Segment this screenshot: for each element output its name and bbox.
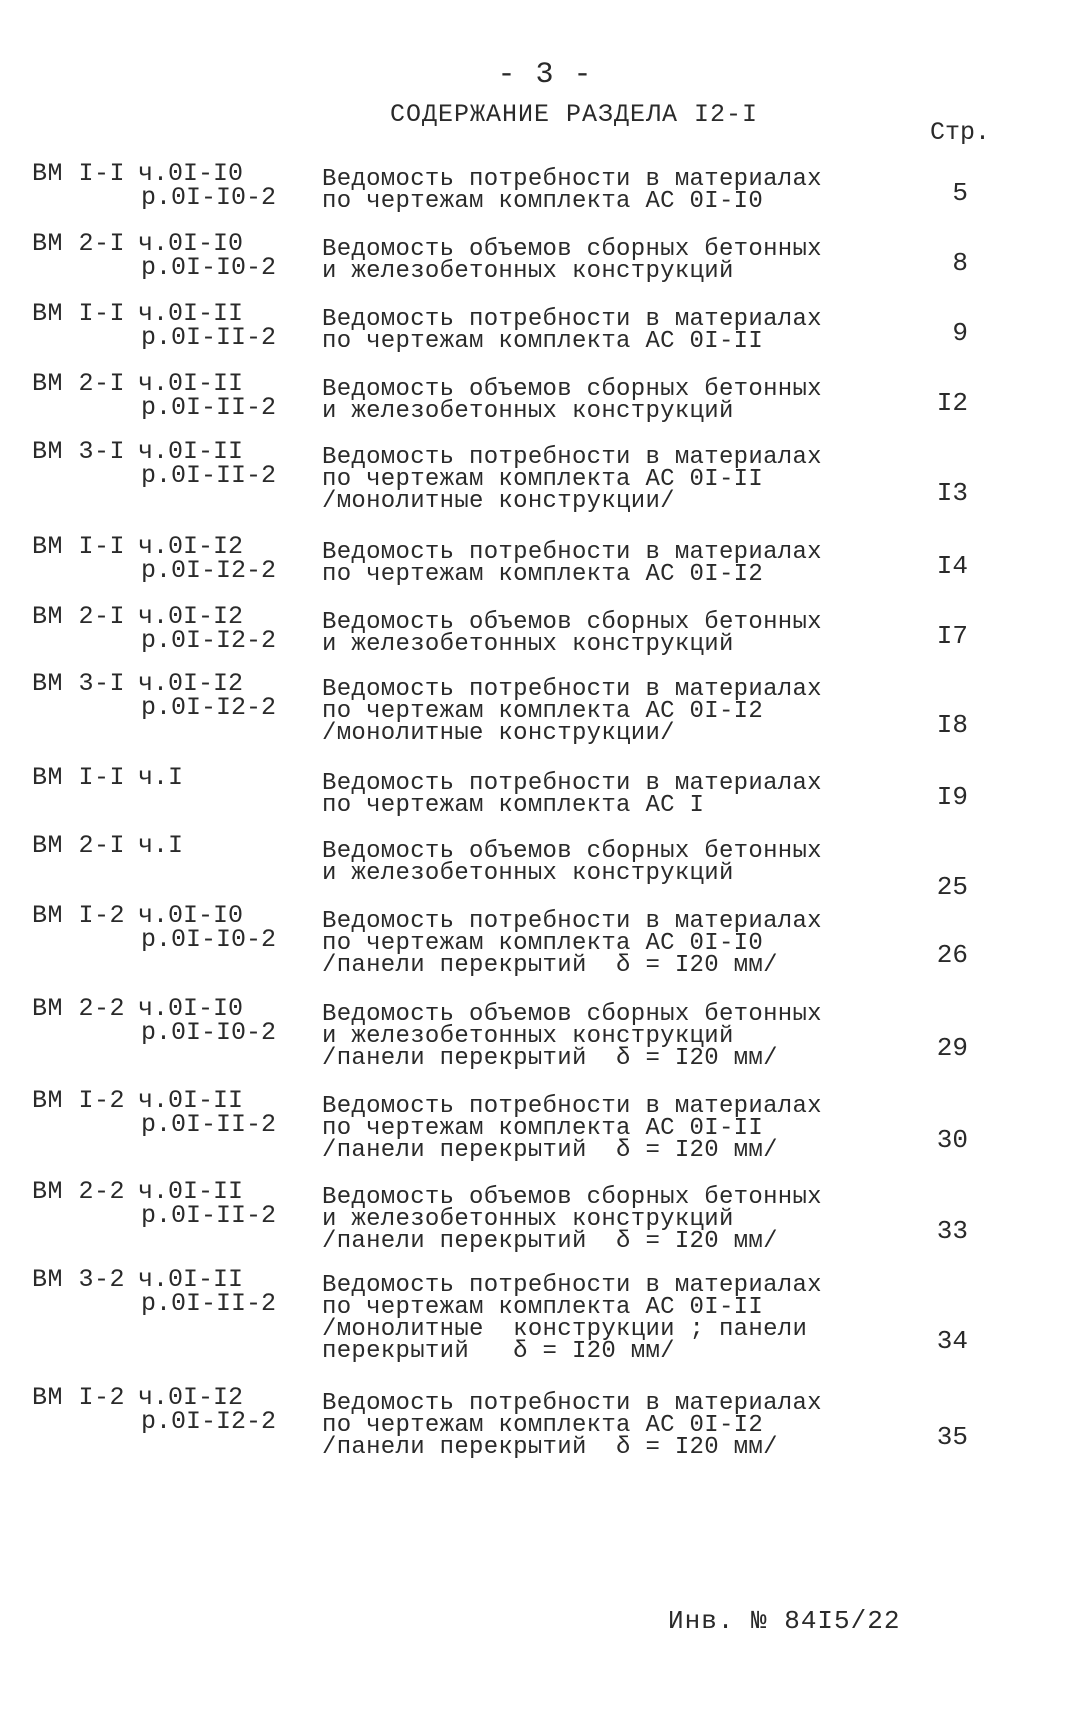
entry-code: ВМ 3-2 [32,1265,126,1294]
entry-code: ВМ I-I [32,532,126,561]
entry-description-line: по чертежам комплекта АС 0I-II [322,328,764,355]
entry-code: ВМ I-2 [32,901,126,930]
entry-description-line: Ведомость объемов сборных бетонных [322,1001,822,1028]
entry-ref-part: ч.0I-I0 [138,159,244,188]
entry-description-line: Ведомость потребности в материалах [322,770,822,797]
entry-description-line: /панели перекрытий δ = I20 мм/ [322,1228,778,1255]
entry-description-line: по чертежам комплекта АС I [322,792,705,819]
entry-code: ВМ I-2 [32,1383,126,1412]
entry-description-line: Ведомость потребности в материалах [322,676,822,703]
entry-description [322,166,862,215]
entry-description-line: /панели перекрытий δ = I20 мм/ [322,952,778,979]
entry-page-number: 5 [952,178,968,208]
entry-ref-part: ч.0I-I2 [138,602,244,631]
entry-ref-section: р.0I-II-2 [141,323,277,352]
entry-ref-section: р.0I-II-2 [141,461,277,490]
entry-description-line: по чертежам комплекта АС 0I-I2 [322,698,764,725]
entry-description-line: /монолитные конструкции ; панели [322,1316,808,1343]
entry-description-line: Ведомость объемов сборных бетонных [322,376,822,403]
entry-ref-part: ч.0I-I2 [138,532,244,561]
entry-description-line: Ведомость объемов сборных бетонных [322,1184,822,1211]
entry-description [322,908,862,979]
entry-code: ВМ I-I [32,763,126,792]
entry-description-line: и железобетонных конструкций [322,258,734,285]
entry-ref-part: ч.0I-I2 [138,1383,244,1412]
entry-reference [138,1177,277,1230]
page-title: СОДЕРЖАНИЕ РАЗДЕЛА I2-I [390,100,759,129]
entry-description-line: Ведомость потребности в материалах [322,539,822,566]
entry-page-number: 8 [952,248,968,278]
entry-page-number: 33 [936,1216,968,1246]
inventory-number: Инв. № 84I5/22 [668,1606,901,1636]
entry-ref-section: р.0I-I0-2 [141,925,277,954]
entry-ref-section: р.0I-I2-2 [141,626,277,655]
entry-description-line: по чертежам комплекта АС 0I-II [322,1294,764,1321]
entry-ref-section: р.0I-II-2 [141,1201,277,1230]
entry-description-line: /монолитные конструкции/ [322,720,675,747]
entry-description-line: перекрытий δ = I20 мм/ [322,1338,675,1365]
entry-page-number: I8 [936,710,968,740]
entry-description [322,306,862,355]
entry-description-line: по чертежам комплекта АС 0I-I2 [322,1412,764,1439]
entry-code: ВМ 3-I [32,437,126,466]
entry-page-number: 35 [936,1422,968,1452]
entry-code: ВМ 2-I [32,831,126,860]
entry-reference [138,994,277,1047]
entry-description [322,1272,862,1365]
entry-description-line: /панели перекрытий δ = I20 мм/ [322,1137,778,1164]
entry-code: ВМ 2-I [32,602,126,631]
entry-ref-part: ч.0I-II [138,1265,244,1294]
entry-description [322,770,862,819]
entry-ref-section: р.0I-II-2 [141,1110,277,1139]
entry-description [322,1184,862,1255]
entry-description-line: /монолитные конструкции/ [322,488,675,515]
entry-description-line: Ведомость объемов сборных бетонных [322,609,822,636]
entry-description-line: /панели перекрытий δ = I20 мм/ [322,1045,778,1072]
entry-reference [138,1086,277,1139]
entry-reference [138,1265,277,1318]
entry-page-number: I3 [936,478,968,508]
entry-reference [138,159,277,212]
entry-reference [138,532,277,585]
entry-description-line: и железобетонных конструкций [322,631,734,658]
entry-ref-section: р.0I-I2-2 [141,556,277,585]
entry-code: ВМ 3-I [32,669,126,698]
entry-code: ВМ 2-I [32,369,126,398]
entry-ref-part: ч.I [138,831,184,860]
entry-page-number: I2 [936,388,968,418]
entry-description-line: и железобетонных конструкций [322,1023,734,1050]
entry-ref-part: ч.0I-II [138,437,244,466]
entry-code: ВМ I-2 [32,1086,126,1115]
entry-description-line: Ведомость потребности в материалах [322,166,822,193]
entry-description-line: и железобетонных конструкций [322,860,734,887]
entry-description-line: и железобетонных конструкций [322,1206,734,1233]
entry-description-line: по чертежам комплекта АС 0I-I0 [322,930,764,957]
entry-description-line: Ведомость потребности в материалах [322,444,822,471]
entry-page-number: I4 [936,551,968,581]
entry-reference [138,602,277,655]
entry-code: ВМ 2-2 [32,1177,126,1206]
entry-page-number: 29 [936,1033,968,1063]
entry-description [322,376,862,425]
entry-page-number: I7 [936,621,968,651]
entry-description-line: Ведомость потребности в материалах [322,306,822,333]
entry-reference [138,1383,277,1436]
entry-description [322,444,862,515]
entry-ref-section: р.0I-I2-2 [141,693,277,722]
entry-description-line: /панели перекрытий δ = I20 мм/ [322,1434,778,1461]
entry-code: ВМ I-I [32,159,126,188]
entry-page-number: 30 [936,1125,968,1155]
entry-reference [138,229,277,282]
entry-ref-section: р.0I-I2-2 [141,1407,277,1436]
entry-code: ВМ 2-2 [32,994,126,1023]
entry-description-line: Ведомость объемов сборных бетонных [322,236,822,263]
entry-ref-part: ч.0I-I0 [138,229,244,258]
entry-description [322,1093,862,1164]
entry-page-number: 34 [936,1326,968,1356]
page-number: - 3 - [497,58,593,92]
entry-ref-part: ч.0I-II [138,299,244,328]
entry-ref-section: р.0I-II-2 [141,393,277,422]
entry-description [322,838,862,887]
page-column-label: Стр. [930,118,991,147]
entry-reference [138,299,277,352]
entry-ref-part: ч.0I-II [138,1177,244,1206]
entry-ref-part: ч.0I-II [138,369,244,398]
entry-description [322,609,862,658]
entry-description [322,539,862,588]
entry-description-line: Ведомость потребности в материалах [322,1272,822,1299]
entry-ref-section: р.0I-I0-2 [141,1018,277,1047]
entry-page-number: 25 [936,872,968,902]
entry-ref-part: ч.0I-I2 [138,669,244,698]
entry-ref-section: р.0I-I0-2 [141,253,277,282]
entry-description-line: Ведомость объемов сборных бетонных [322,838,822,865]
entry-ref-part: ч.0I-I0 [138,901,244,930]
entry-description [322,236,862,285]
entry-page-number: 26 [936,940,968,970]
entry-description-line: по чертежам комплекта АС 0I-II [322,466,764,493]
entry-ref-part: ч.0I-II [138,1086,244,1115]
entry-description-line: по чертежам комплекта АС 0I-I2 [322,561,764,588]
entry-reference [138,437,277,490]
entry-reference [138,669,277,722]
entry-ref-section: р.0I-II-2 [141,1289,277,1318]
entry-description-line: Ведомость потребности в материалах [322,908,822,935]
entry-code: ВМ I-I [32,299,126,328]
entry-reference [138,901,277,954]
entry-ref-part: ч.0I-I0 [138,994,244,1023]
entry-code: ВМ 2-I [32,229,126,258]
entry-description [322,1001,862,1072]
entry-reference [138,369,277,422]
entry-description-line: Ведомость потребности в материалах [322,1093,822,1120]
entry-description-line: по чертежам комплекта АС 0I-I0 [322,188,764,215]
entry-reference [138,763,184,792]
entry-ref-part: ч.I [138,763,184,792]
entry-description-line: по чертежам комплекта АС 0I-II [322,1115,764,1142]
entry-reference [138,831,184,860]
entry-description-line: и железобетонных конструкций [322,398,734,425]
entry-description [322,676,862,747]
entry-page-number: I9 [936,782,968,812]
entry-description-line: Ведомость потребности в материалах [322,1390,822,1417]
entry-ref-section: р.0I-I0-2 [141,183,277,212]
entry-page-number: 9 [952,318,968,348]
entry-description [322,1390,862,1461]
